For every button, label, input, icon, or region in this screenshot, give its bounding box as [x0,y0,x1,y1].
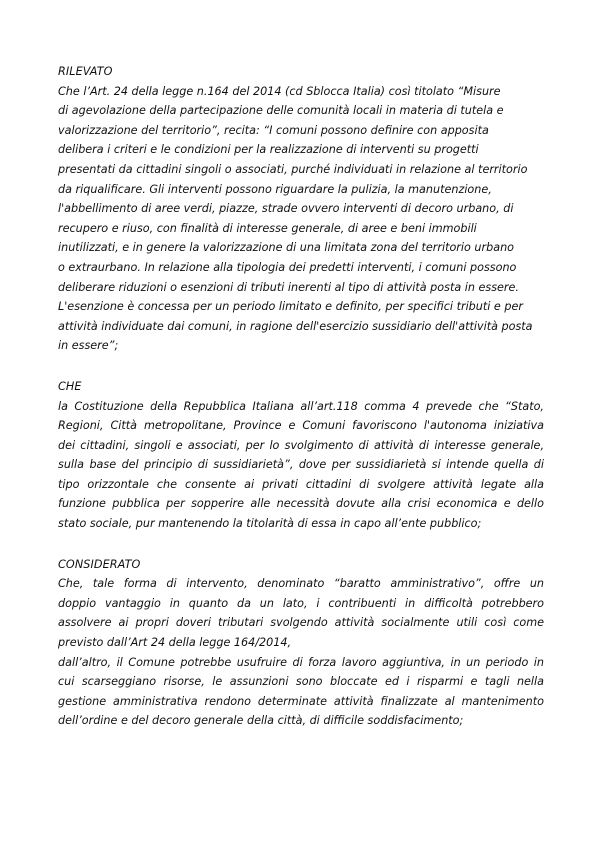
text-line: dell’ordine e del decoro generale della città, di difficile soddisfacimento; [58,714,464,728]
text-line: previsto dall’Art 24 della legge 164/2014, [58,636,292,650]
text-line: doppio vantaggio in quanto da un lato, i contribuenti in difficoltà potrebbero [58,596,544,610]
text-line: l'abbellimento di aree verdi, piazze, strade ovvero interventi di decoro urbano, di [58,202,514,216]
section-heading: CONSIDERATO [58,557,141,571]
section-rilevato [58,62,544,356]
text-line: la Costituzione della Repubblica Italiana all’art.118 comma 4 prevede che “Stato, [58,399,544,413]
section-heading: RILEVATO [58,65,113,78]
text-line: assolvere ai propri doveri tributari svolgendo attività socialmente utili così come [58,616,544,630]
text-line: delibera i criteri e le condizioni per la realizzazione di interventi su progetti [58,143,479,157]
text-line: Regioni, Città metropolitane, Province e Comuni favoriscono l'autonoma iniziativa [58,419,544,433]
text-line: sulla base del principio di sussidiarietà”, dove per sussidiarietà si intende quella di [58,458,544,472]
text-line: di agevolazione della partecipazione delle comunità locali in materia di tutela e [58,104,504,118]
text-line: attività individuate dai comuni, in ragione dell'esercizio sussidiario dell'attività posta [58,319,533,333]
text-line: da riqualificare. Gli interventi possono riguardare la pulizia, la manutenzione, [58,182,492,196]
text-line: funzione pubblica per sopperire alle necessità dovute alla crisi economica e dello [58,497,544,511]
section-considerato [58,555,544,731]
text-line: Che, tale forma di intervento, denominato “baratto amministrativo”, offre un [58,577,544,591]
text-line: deliberare riduzioni o esenzioni di tributi inerenti al tipo di attività posta in essere. [58,280,519,294]
text-line: gestione amministrativa rendono determinate attività finalizzate al mantenimento [58,694,544,708]
text-line: stato sociale, pur mantenendo la titolarità di essa in capo all’ente pubblico; [58,517,482,531]
text-line: dei cittadini, singoli e associati, per lo svolgimento di attività di interesse generale, [58,438,544,452]
text-line: valorizzazione del territorio”, recita: “I comuni possono definire con apposita [58,123,489,137]
section-heading: CHE [58,379,82,393]
text-line: in essere”; [58,339,119,353]
text-line: Che l’Art. 24 della legge n.164 del 2014 (cd Sblocca Italia) così titolato “Misure [58,84,501,98]
section-che [58,377,544,534]
text-line: inutilizzati, e in genere la valorizzazione di una limitata zona del territorio urbano [58,241,514,255]
document-page [58,62,544,752]
text-line: o extraurbano. In relazione alla tipologia dei predetti interventi, i comuni possono [58,260,517,274]
text-line: cui scarseggiano risorse, le assunzioni sono bloccate ed i risparmi e tagli nella [58,675,544,689]
text-line: presentati da cittadini singoli o associati, purché individuati in relazione al territorio [58,162,528,176]
text-line: dall’altro, il Comune potrebbe usufruire di forza lavoro aggiuntiva, in un periodo in [58,655,544,669]
text-line: recupero e riuso, con finalità di interesse generale, di aree e beni immobili [58,221,477,235]
text-line: L'esenzione è concessa per un periodo limitato e definito, per specifici tributi e per [58,300,523,314]
text-line: tipo orizzontale che consente ai privati cittadini di svolgere attività legate alla [58,477,544,491]
